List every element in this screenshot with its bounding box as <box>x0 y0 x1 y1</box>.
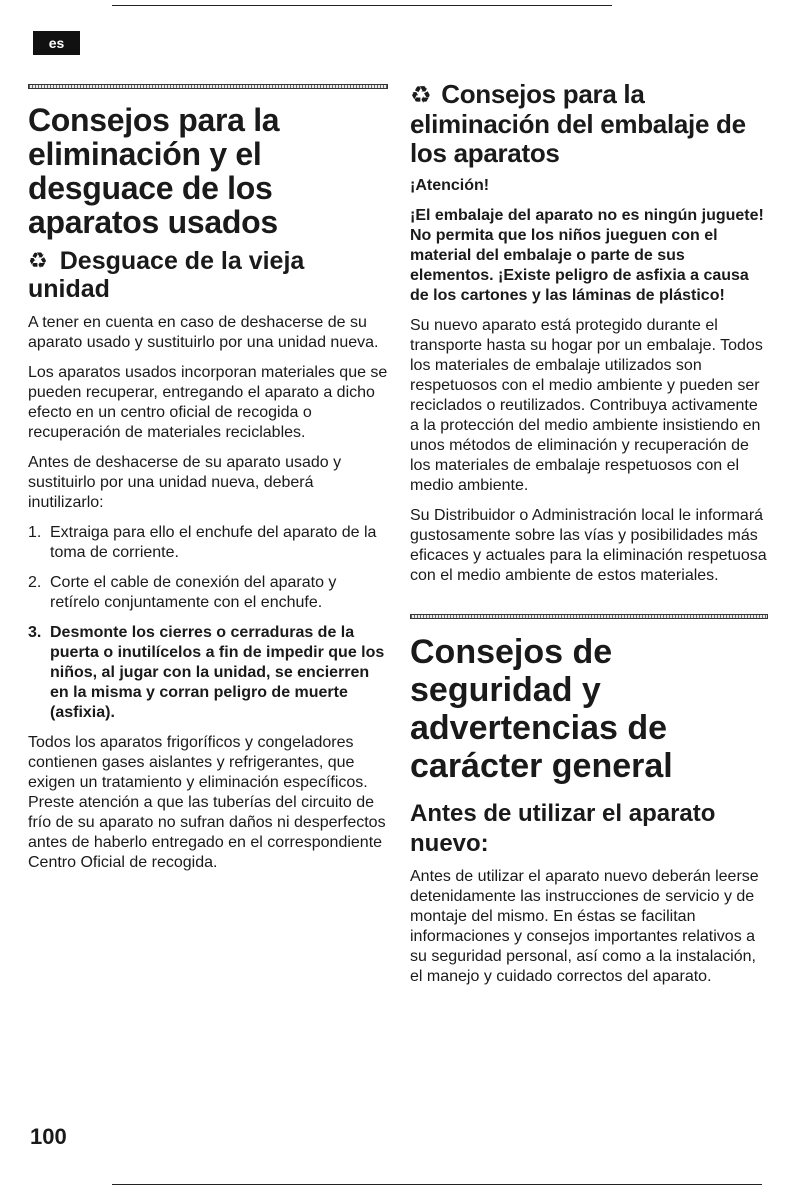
step-number: 2. <box>28 574 42 591</box>
before-use-text: Antes de utilizar el aparato nuevo deberán leerse detenidamente las instrucciones de servicio y de montaje del mismo. En éstas se facilitan informaciones y consejos importantes relativos a su seguridad personal, así como a la instalación, el manejo y cuidado correctos del aparato. <box>410 868 759 985</box>
recycle-icon: ♻ <box>410 82 432 109</box>
disable-steps-list <box>28 523 388 723</box>
attention-label: ¡Atención! <box>410 177 490 194</box>
page-number: 100 <box>30 1124 67 1149</box>
safety-title: Consejos de seguridad y advertencias de carácter general <box>410 633 673 785</box>
step-text: Corte el cable de conexión del aparato y retírelo conjuntamente con el enchufe. <box>50 574 337 611</box>
disposal-title: Consejos para la eliminación y el desguace de los aparatos usados <box>28 102 280 240</box>
paragraph: A tener en cuenta en caso de deshacerse de su aparato usado y sustituirlo por una unidad nueva. <box>28 314 379 351</box>
section-rule <box>410 614 768 619</box>
old-unit-heading-text: Desguace de la vieja unidad <box>28 247 305 303</box>
before-use-heading: Antes de utilizar el aparato nuevo: <box>410 800 716 857</box>
packaging-title-text: Consejos para la eliminación del embalaje de los aparatos <box>410 79 746 168</box>
paragraph: Los aparatos usados incorporan materiales que se pueden recuperar, entregando el aparato a dicho efecto en un centro oficial de recogida o recuperación de materiales reciclables. <box>28 364 388 441</box>
paragraph: Su Distribuidor o Administración local le informará gustosamente sobre las vías y posibilidades más eficaces y actuales para la eliminación respetuosa con el medio ambiente de estos materiales. <box>410 507 767 584</box>
step-text: Extraiga para ello el enchufe del aparato de la toma de corriente. <box>50 524 377 561</box>
paragraph: Su nuevo aparato está protegido durante el transporte hasta su hogar por un embalaje. Todos los materiales de embalaje utilizados son respetuosos con el medio ambiente y pueden ser reciclados o reutilizados. Contribuya activamente a la protección del medio ambiente insistiendo en unos métodos de eliminación y recuperación de los materiales de embalaje respetuosos con el medio ambiente. <box>410 317 763 494</box>
step-number: 1. <box>28 524 42 541</box>
left-column <box>28 84 388 883</box>
paragraph: Antes de deshacerse de su aparato usado y sustituirlo por una unidad nueva, deberá inutilizarlo: <box>28 454 342 511</box>
packaging-warning: ¡El embalaje del aparato no es ningún juguete! No permita que los niños jueguen con el material del embalaje o parte de sus elementos. ¡Existe peligro de asfixia a causa de los cartones y las láminas de plástico! <box>410 207 764 304</box>
bottom-rule <box>112 1184 762 1185</box>
packaging-title <box>410 80 768 168</box>
step-text: Desmonte los cierres o cerraduras de la puerta o inutilícelos a fin de impedir que los niños, al jugar con la unidad, se encierren en la misma y corran peligro de muerte (asfixia). <box>50 624 385 721</box>
refrigerant-notice: Todos los aparatos frigoríficos y congeladores contienen gases aislantes y refrigerantes, que exigen un tratamiento y eliminación específicos. Preste atención a que las tuberías del circuito de frío de su aparato no sufran daños ni desperfectos antes de haberlo entregado en el correspondiente Centro Oficial de recogida. <box>28 734 386 871</box>
top-rule <box>112 5 612 6</box>
list-item <box>28 523 388 563</box>
list-item <box>28 573 388 613</box>
language-badge: es <box>33 31 80 55</box>
step-number: 3. <box>28 624 42 641</box>
recycle-icon: ♻ <box>28 248 48 273</box>
section-rule <box>28 84 388 89</box>
old-unit-heading <box>28 247 388 303</box>
right-column <box>410 79 768 997</box>
list-item <box>28 623 388 723</box>
